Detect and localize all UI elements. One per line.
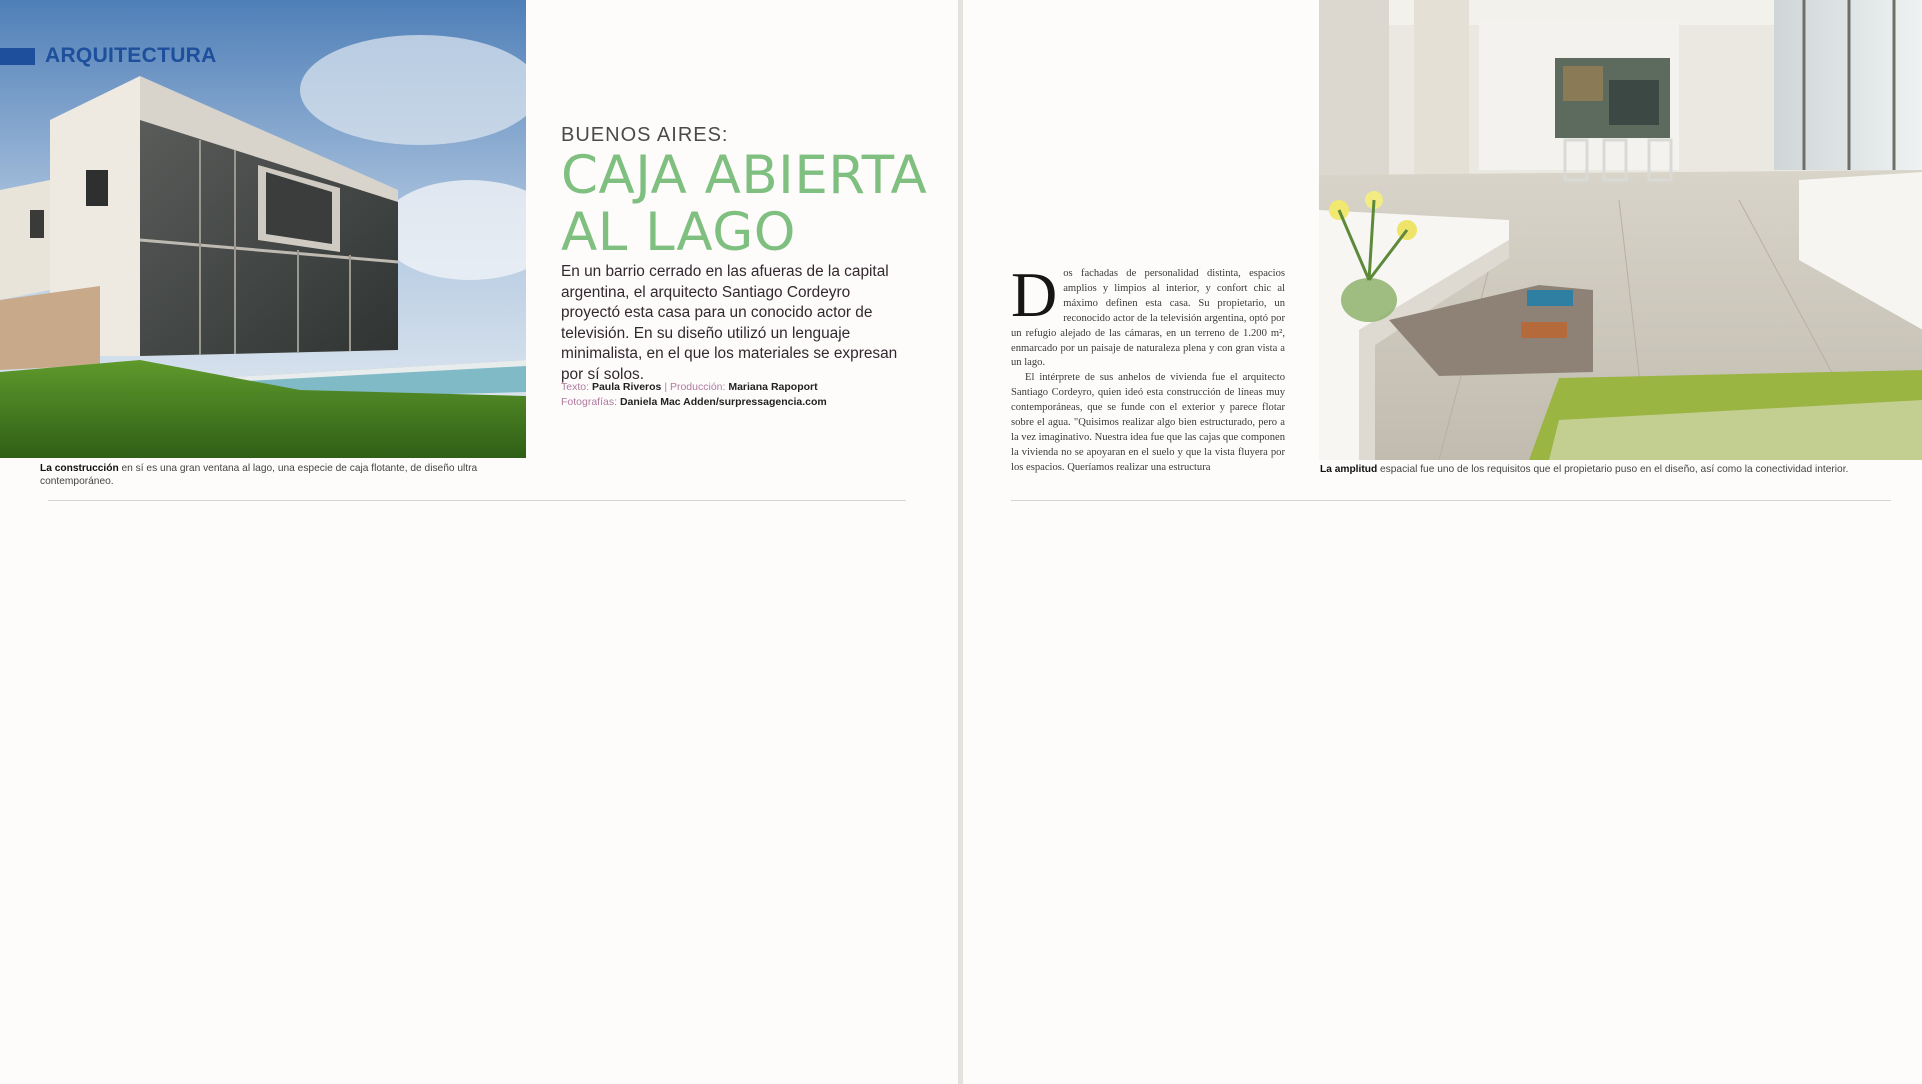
credit-production-role: Producción: — [669, 381, 726, 393]
credit-separator: | — [664, 381, 668, 393]
credits-line-1 — [561, 380, 921, 395]
body-paragraph-1: os fachadas de personalidad distinta, espacios amplios y limpios al interior, y confort chic al máximo definen esta casa. Su propietario, un reconocido actor de la televisión argentina, optó por un refugio alejado de las cámaras, en un terreno de 1.200 m², enmarcado por un paisaje de naturaleza plena y con gran vista a un lago. — [1011, 268, 1285, 369]
drop-cap: D — [1011, 259, 1058, 330]
left-page-rule — [48, 500, 906, 501]
caption-left-text: en sí es una gran ventana al lago, una especie de caja flotante, de diseño ultra contemporáneo. — [40, 463, 478, 487]
headline-line-2: AL LAGO — [561, 202, 796, 263]
left-page — [0, 0, 959, 1084]
section-title: ARQUITECTURA — [45, 44, 217, 67]
living-room-photo — [1319, 0, 1922, 460]
right-page — [962, 0, 1922, 1084]
credit-photos-name: Daniela Mac Adden/surpressagencia.com — [619, 396, 827, 408]
right-page-rule — [1011, 500, 1891, 501]
headline-line-1: CAJA ABIERTA — [561, 145, 928, 206]
article-headline — [561, 147, 941, 261]
article-lede: En un barrio cerrado en las afueras de la capital argentina, el arquitecto Santiago Cordeyro proyectó esta casa para un conocido actor de televisión. En su diseño utilizó un lenguaje minimalista, en el que los materiales se expresan por sí solos. — [561, 263, 898, 383]
section-label — [0, 44, 217, 68]
caption-right-lead: La amplitud — [1320, 464, 1378, 475]
credits-line-2 — [561, 395, 921, 410]
credit-photos-role: Fotografías: — [561, 396, 618, 408]
credit-production-name: Mariana Rapoport — [728, 381, 818, 393]
body-paragraph-2: El intérprete de sus anhelos de vivienda fue el arquitecto Santiago Cordeyro, quien ideó esta construcción de líneas muy contemporáneas, que se funde con el exterior y parece flotar sobre el agua. "Quisimos realizar algo bien estructurado, pero a la vez imaginativo. Nuestra idea fue que las cajas que componen la vivienda no se apoyaran en el suelo y que la vista fluyera por los espacios. Queríamos realizar una estructura — [1011, 372, 1285, 473]
article-kicker: BUENOS AIRES: — [561, 124, 729, 146]
caption-left-lead: La construcción — [40, 463, 119, 474]
caption-right-text: espacial fue uno de los requisitos que el propietario puso en el diseño, así como la conectividad interior. — [1377, 464, 1849, 475]
credit-text-role: Texto: — [561, 381, 590, 393]
section-marker — [0, 48, 35, 65]
house-exterior-photo — [0, 0, 526, 458]
article-body — [1011, 259, 1285, 476]
house-photo-caption — [40, 462, 520, 488]
room-photo-caption — [1320, 463, 1920, 476]
credit-text-name: Paula Riveros — [591, 381, 662, 393]
article-credits — [561, 380, 921, 410]
